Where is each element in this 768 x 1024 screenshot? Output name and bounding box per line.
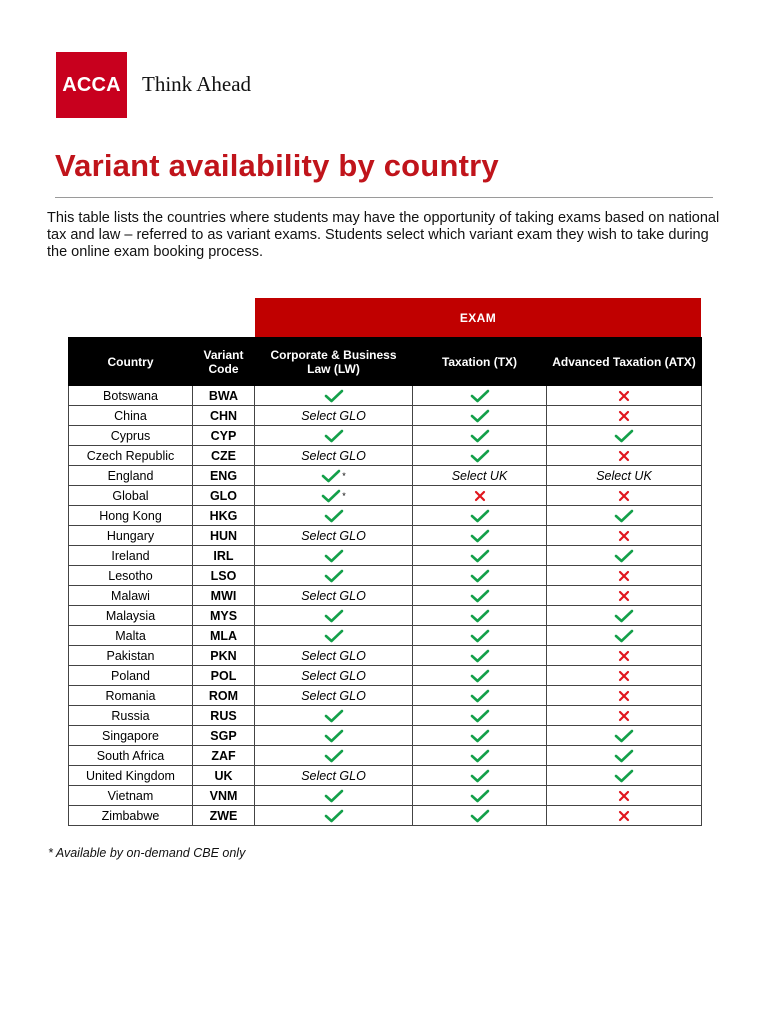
check-icon — [470, 588, 490, 602]
tx-cell — [413, 706, 547, 726]
table-row — [69, 566, 702, 586]
atx-cell — [547, 446, 702, 466]
variant-code-cell: IRL — [193, 546, 255, 566]
country-cell: Czech Republic — [69, 446, 193, 466]
footnote-marker: * — [342, 490, 346, 501]
lw-cell — [255, 386, 413, 406]
atx-cell — [547, 686, 702, 706]
check-icon — [470, 408, 490, 422]
check-icon — [614, 628, 634, 642]
atx-cell — [547, 406, 702, 426]
lw-note-cell: Select GLO — [255, 686, 413, 706]
variant-code-cell: MYS — [193, 606, 255, 626]
atx-note-cell: Select UK — [547, 466, 702, 486]
lw-cell — [255, 806, 413, 826]
cross-icon — [618, 589, 630, 603]
table-row — [69, 626, 702, 646]
check-icon — [470, 808, 490, 822]
variant-code-cell: HKG — [193, 506, 255, 526]
lw-note-cell: Select GLO — [255, 446, 413, 466]
check-icon — [470, 508, 490, 522]
table-row — [69, 746, 702, 766]
table-row — [69, 406, 702, 426]
check-icon — [324, 608, 344, 622]
check-icon — [470, 768, 490, 782]
tx-cell — [413, 446, 547, 466]
lw-note-cell: Select GLO — [255, 646, 413, 666]
check-icon — [470, 568, 490, 582]
table-row — [69, 446, 702, 466]
check-icon — [470, 548, 490, 562]
atx-cell — [547, 706, 702, 726]
country-cell: Ireland — [69, 546, 193, 566]
lw-cell — [255, 466, 413, 486]
tx-cell — [413, 786, 547, 806]
country-cell: Poland — [69, 666, 193, 686]
country-cell: Cyprus — [69, 426, 193, 446]
cross-icon — [618, 709, 630, 723]
tx-cell — [413, 806, 547, 826]
check-icon — [614, 608, 634, 622]
lw-note-cell: Select GLO — [255, 766, 413, 786]
tx-cell — [413, 646, 547, 666]
tx-cell — [413, 766, 547, 786]
table-row — [69, 426, 702, 446]
country-cell: Lesotho — [69, 566, 193, 586]
variant-code-cell: ZWE — [193, 806, 255, 826]
check-icon — [324, 628, 344, 642]
variant-code-cell: CHN — [193, 406, 255, 426]
check-icon — [470, 648, 490, 662]
table-row — [69, 666, 702, 686]
atx-cell — [547, 726, 702, 746]
page-title: Variant availability by country — [55, 148, 499, 183]
variant-code-cell: MWI — [193, 586, 255, 606]
check-icon — [321, 468, 341, 482]
atx-cell — [547, 386, 702, 406]
atx-cell — [547, 646, 702, 666]
country-cell: Botswana — [69, 386, 193, 406]
table-row — [69, 526, 702, 546]
cross-icon — [618, 809, 630, 823]
check-icon — [324, 728, 344, 742]
check-icon — [324, 568, 344, 582]
tx-cell — [413, 746, 547, 766]
lw-cell — [255, 746, 413, 766]
cross-icon — [618, 409, 630, 423]
country-cell: Singapore — [69, 726, 193, 746]
check-icon — [470, 748, 490, 762]
check-icon — [614, 428, 634, 442]
check-icon — [470, 428, 490, 442]
country-cell: Russia — [69, 706, 193, 726]
check-icon — [470, 708, 490, 722]
cross-icon — [618, 669, 630, 683]
table-row — [69, 546, 702, 566]
check-icon — [614, 548, 634, 562]
check-icon — [470, 628, 490, 642]
lw-note-cell: Select GLO — [255, 526, 413, 546]
check-icon — [470, 688, 490, 702]
atx-cell — [547, 426, 702, 446]
country-cell: Hungary — [69, 526, 193, 546]
country-cell: Vietnam — [69, 786, 193, 806]
check-icon — [470, 728, 490, 742]
tx-note-cell: Select UK — [413, 466, 547, 486]
atx-cell — [547, 606, 702, 626]
variant-code-cell: UK — [193, 766, 255, 786]
table-row — [69, 726, 702, 746]
variant-code-cell: LSO — [193, 566, 255, 586]
cross-icon — [618, 389, 630, 403]
tx-cell — [413, 626, 547, 646]
lw-cell — [255, 706, 413, 726]
footnote: * Available by on-demand CBE only — [48, 846, 246, 860]
cross-icon — [618, 649, 630, 663]
footnote-marker: * — [342, 470, 346, 481]
table-row — [69, 686, 702, 706]
lw-cell — [255, 426, 413, 446]
check-icon — [470, 608, 490, 622]
country-cell: Zimbabwe — [69, 806, 193, 826]
variant-code-cell: ENG — [193, 466, 255, 486]
check-icon — [470, 668, 490, 682]
lw-cell — [255, 566, 413, 586]
country-cell: Malawi — [69, 586, 193, 606]
atx-cell — [547, 806, 702, 826]
check-icon — [470, 448, 490, 462]
header-tx: Taxation (TX) — [413, 338, 547, 386]
check-icon — [324, 548, 344, 562]
table-row — [69, 646, 702, 666]
atx-cell — [547, 526, 702, 546]
variant-code-cell: POL — [193, 666, 255, 686]
country-cell: Global — [69, 486, 193, 506]
variant-table — [68, 337, 702, 826]
table-header-row — [69, 338, 702, 386]
check-icon — [324, 428, 344, 442]
check-icon — [470, 388, 490, 402]
table-row — [69, 706, 702, 726]
title-divider — [55, 197, 713, 198]
atx-cell — [547, 586, 702, 606]
variant-code-cell: BWA — [193, 386, 255, 406]
cross-icon — [618, 789, 630, 803]
cross-icon — [618, 489, 630, 503]
variant-code-cell: VNM — [193, 786, 255, 806]
table-row — [69, 806, 702, 826]
table-row — [69, 386, 702, 406]
check-icon — [614, 748, 634, 762]
tx-cell — [413, 426, 547, 446]
lw-note-cell: Select GLO — [255, 406, 413, 426]
table-body — [69, 386, 702, 826]
cross-icon — [618, 689, 630, 703]
lw-cell — [255, 486, 413, 506]
variant-code-cell: MLA — [193, 626, 255, 646]
atx-cell — [547, 766, 702, 786]
country-cell: United Kingdom — [69, 766, 193, 786]
table-row — [69, 606, 702, 626]
intro-paragraph: This table lists the countries where students may have the opportunity of taking exams based on national tax and law – referred to as variant exams. Students select which variant exam they wish to take during the online exam booking process. — [47, 210, 720, 260]
check-icon — [324, 508, 344, 522]
tx-cell — [413, 546, 547, 566]
lw-cell — [255, 606, 413, 626]
atx-cell — [547, 626, 702, 646]
tx-cell — [413, 506, 547, 526]
variant-code-cell: PKN — [193, 646, 255, 666]
tx-cell — [413, 686, 547, 706]
atx-cell — [547, 566, 702, 586]
check-icon — [614, 768, 634, 782]
lw-cell — [255, 726, 413, 746]
header-atx: Advanced Taxation (ATX) — [547, 338, 702, 386]
header-lw: Corporate & Business Law (LW) — [255, 338, 413, 386]
variant-code-cell: ZAF — [193, 746, 255, 766]
atx-cell — [547, 486, 702, 506]
lw-note-cell: Select GLO — [255, 586, 413, 606]
check-icon — [324, 748, 344, 762]
variant-code-cell: RUS — [193, 706, 255, 726]
variant-code-cell: GLO — [193, 486, 255, 506]
tx-cell — [413, 586, 547, 606]
tx-cell — [413, 486, 547, 506]
cross-icon — [618, 449, 630, 463]
header-variant-code: Variant Code — [193, 338, 255, 386]
country-cell: Pakistan — [69, 646, 193, 666]
country-cell: Malaysia — [69, 606, 193, 626]
header-country: Country — [69, 338, 193, 386]
tagline: Think Ahead — [142, 72, 252, 96]
tx-cell — [413, 566, 547, 586]
lw-cell — [255, 506, 413, 526]
cross-icon — [618, 569, 630, 583]
country-cell: England — [69, 466, 193, 486]
tx-cell — [413, 666, 547, 686]
variant-code-cell: CZE — [193, 446, 255, 466]
country-cell: Romania — [69, 686, 193, 706]
table-row — [69, 506, 702, 526]
cross-icon — [474, 489, 486, 503]
variant-code-cell: CYP — [193, 426, 255, 446]
check-icon — [324, 808, 344, 822]
country-cell: South Africa — [69, 746, 193, 766]
lw-cell — [255, 546, 413, 566]
check-icon — [324, 708, 344, 722]
atx-cell — [547, 746, 702, 766]
country-cell: Malta — [69, 626, 193, 646]
atx-cell — [547, 666, 702, 686]
check-icon — [614, 728, 634, 742]
check-icon — [324, 788, 344, 802]
check-icon — [470, 528, 490, 542]
tx-cell — [413, 386, 547, 406]
lw-cell — [255, 786, 413, 806]
variant-code-cell: ROM — [193, 686, 255, 706]
variant-code-cell: HUN — [193, 526, 255, 546]
tx-cell — [413, 726, 547, 746]
table-row — [69, 466, 702, 486]
tx-cell — [413, 606, 547, 626]
variant-code-cell: SGP — [193, 726, 255, 746]
country-cell: China — [69, 406, 193, 426]
tx-cell — [413, 406, 547, 426]
check-icon — [470, 788, 490, 802]
lw-note-cell: Select GLO — [255, 666, 413, 686]
check-icon — [324, 388, 344, 402]
acca-logo: ACCA — [56, 52, 127, 118]
exam-group-header: EXAM — [255, 298, 701, 337]
atx-cell — [547, 506, 702, 526]
table-row — [69, 786, 702, 806]
country-cell: Hong Kong — [69, 506, 193, 526]
table-row — [69, 766, 702, 786]
table-row — [69, 486, 702, 506]
tx-cell — [413, 526, 547, 546]
lw-cell — [255, 626, 413, 646]
atx-cell — [547, 786, 702, 806]
table-row — [69, 586, 702, 606]
check-icon — [321, 488, 341, 502]
atx-cell — [547, 546, 702, 566]
cross-icon — [618, 529, 630, 543]
check-icon — [614, 508, 634, 522]
